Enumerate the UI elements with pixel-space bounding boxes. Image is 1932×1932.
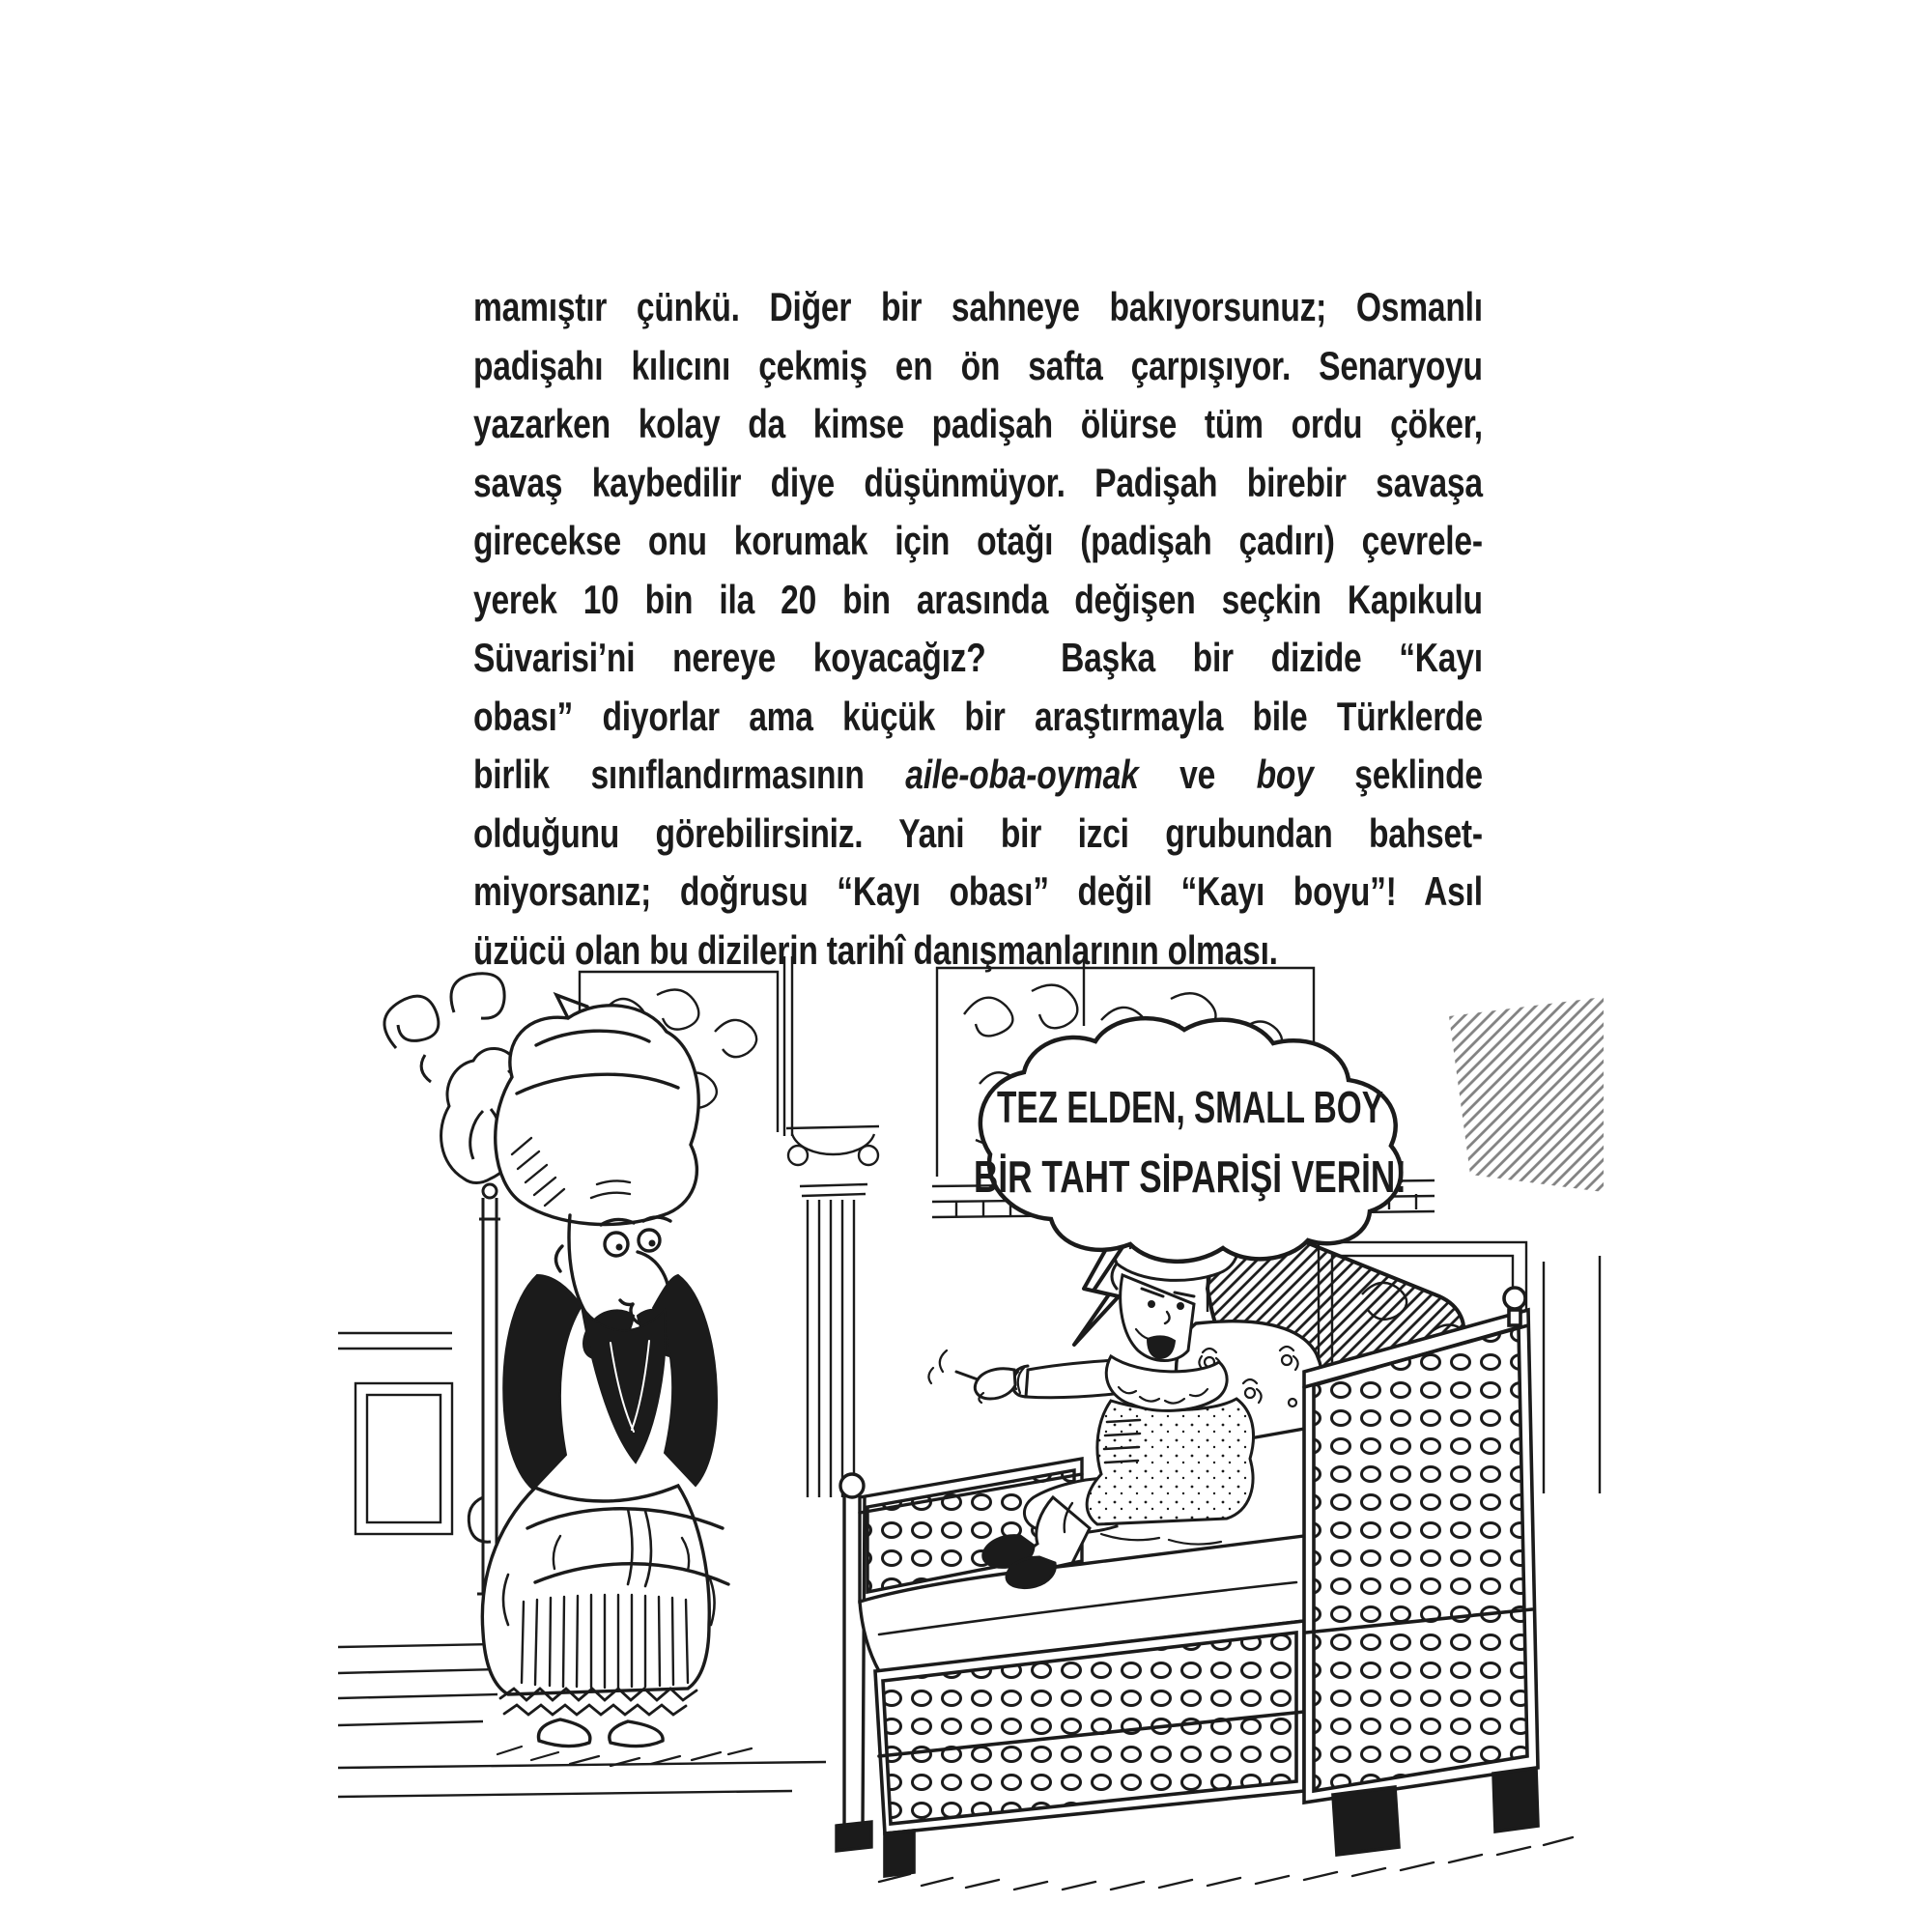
pointing-hand: [956, 1369, 1015, 1403]
boy-seat-shadow: [1101, 1534, 1221, 1545]
motion-lines: [928, 1350, 947, 1383]
article-line: yerek 10 bin ila 20 bin arasında değişen seçkin Kapıkulu: [473, 576, 1483, 622]
cartoon-illustration: [338, 956, 1604, 1932]
boy-pointing-arm: [928, 1350, 1122, 1403]
article-line: savaş kaybedilir diye düşünmüyor. Padişah birebir savaşa: [473, 459, 1483, 505]
vizier-turban: [496, 995, 698, 1225]
vizier-fur-collar: [503, 1275, 717, 1490]
article-line: mamıştır çünkü. Diğer bir sahneye bakıyorsunuz; Osmanlı: [473, 284, 1483, 329]
article-line: padişahı kılıcını çekmiş en ön safta çarpışıyor. Senaryoyu: [473, 342, 1483, 388]
article-line: üzücü olan bu dizilerin tarihî danışmanlarının olması.: [473, 926, 1278, 973]
column: [786, 1126, 879, 1497]
divan-side-panel: [1304, 1288, 1538, 1803]
article-line: yazarken kolay da kimse padişah ölürse tüm ordu çöker,: [473, 401, 1483, 446]
bubble-text-line1: TEZ ELDEN, SMALL BOY: [997, 1082, 1383, 1132]
article-line: olduğunu görebilirsiniz. Yani bir izci grubundan bahset-: [473, 810, 1483, 856]
boy-vest: [1087, 1399, 1253, 1524]
bubble-text-line2: BİR TAHT SİPARİŞİ VERİN!: [974, 1151, 1406, 1202]
article-line: birlik sınıflandırmasının aile-oba-oymak ve boy şeklinde: [473, 752, 1483, 797]
article-text: [473, 278, 1483, 980]
bubble-tail: [1074, 1240, 1124, 1345]
divan-shadow: [879, 1837, 1573, 1889]
article-line: Süvarisi’ni nereye koyacağız? Başka bir dizide “Kayı: [473, 635, 1483, 680]
article-line: obası” diyorlar ama küçük bir araştırmayla bile Türklerde: [473, 693, 1483, 739]
article-line: girecekse onu korumak için otağı (padişah çadırı) çevrele-: [473, 518, 1483, 563]
article-line: miyorsanız; doğrusu “Kayı obası” değil “Kayı boyu”! Asıl: [473, 868, 1483, 914]
vizier-figure: [482, 995, 752, 1766]
vizier-feet: [538, 1719, 663, 1747]
vizier-robe: [482, 1486, 728, 1715]
divan-finial: [1504, 1288, 1525, 1325]
bubble-cloud: [980, 1018, 1401, 1262]
wall-hatching: [1449, 997, 1604, 1192]
